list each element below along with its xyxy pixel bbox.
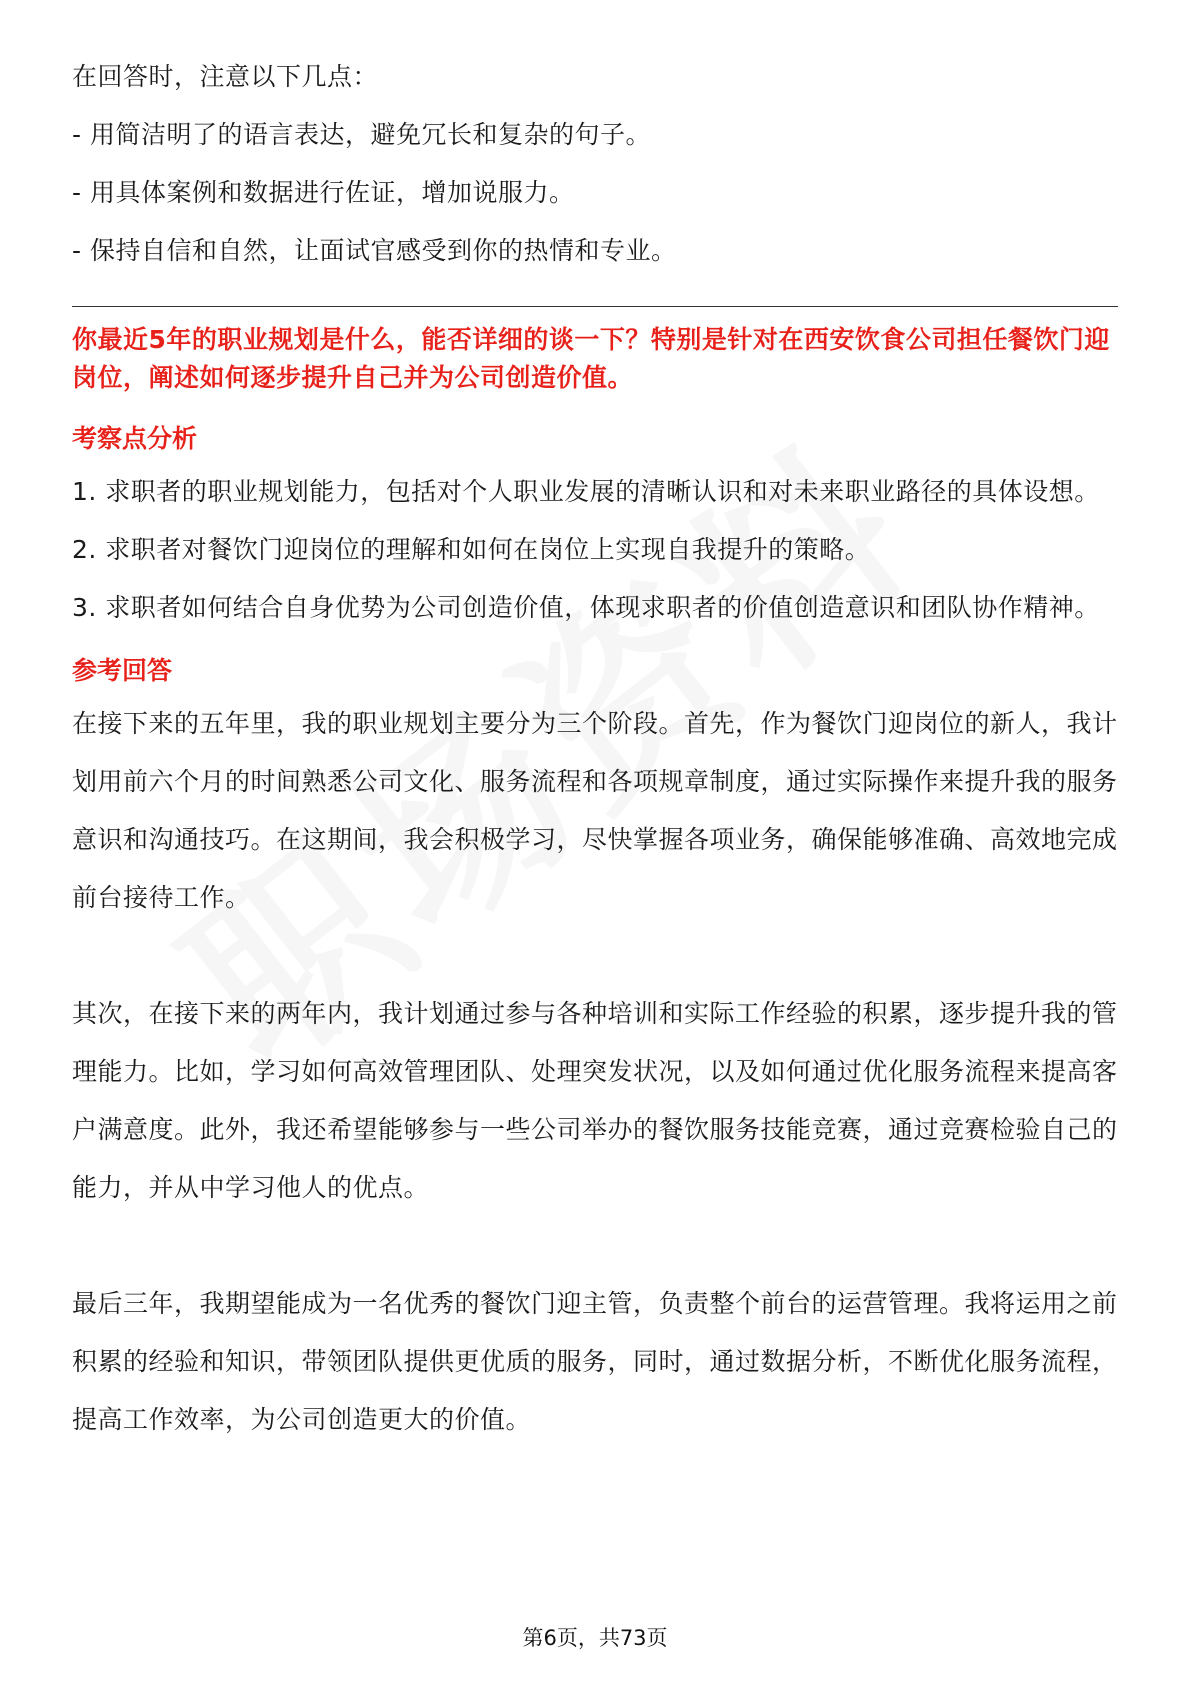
answer-paragraph: 其次，在接下来的两年内，我计划通过参与各种培训和实际工作经验的积累，逐步提升我的管理能力。比如，学习如何高效管理团队、处理突发状况，以及如何通过优化服务流程来提高客户满意度。此外，我还希望能够参与一些公司举办的餐饮服务技能竞赛，通过竞赛检验自己的能力，并从中学习他人的优点。 — [72, 999, 1118, 1202]
answer-heading: 参考回答 — [72, 656, 173, 685]
document-page — [72, 48, 1118, 1449]
analysis-item: 2. 求职者对餐饮门迎岗位的理解和如何在岗位上实现自我提升的策略。 — [72, 535, 871, 564]
answer-paragraph: 最后三年，我期望能成为一名优秀的餐饮门迎主管，负责整个前台的运营管理。我将运用之前积累的经验和知识，带领团队提供更优质的服务，同时，通过数据分析，不断优化服务流程，提高工作效率，为公司创造更大的价值。 — [72, 1289, 1118, 1434]
intro-point: - 用简洁明了的语言表达，避免冗长和复杂的句子。 — [72, 120, 651, 149]
section-divider — [72, 306, 1118, 307]
page-number: 第6页，共73页 — [522, 1626, 668, 1650]
intro-lead: 在回答时，注意以下几点： — [72, 62, 379, 91]
intro-point: - 用具体案例和数据进行佐证，增加说服力。 — [72, 178, 575, 207]
analysis-heading: 考察点分析 — [72, 424, 198, 453]
answer-paragraph: 在接下来的五年里，我的职业规划主要分为三个阶段。首先，作为餐饮门迎岗位的新人，我计划用前六个月的时间熟悉公司文化、服务流程和各项规章制度，通过实际操作来提升我的服务意识和沟通技巧。在这期间，我会积极学习，尽快掌握各项业务，确保能够准确、高效地完成前台接待工作。 — [72, 709, 1118, 912]
analysis-item: 3. 求职者如何结合自身优势为公司创造价值，体现求职者的价值创造意识和团队协作精神。 — [72, 593, 1100, 622]
analysis-item: 1. 求职者的职业规划能力，包括对个人职业发展的清晰认识和对未来职业路径的具体设想。 — [72, 477, 1100, 506]
intro-point: - 保持自信和自然，让面试官感受到你的热情和专业。 — [72, 236, 677, 265]
interview-question: 你最近5年的职业规划是什么，能否详细的谈一下？特别是针对在西安饮食公司担任餐饮门迎岗位，阐述如何逐步提升自己并为公司创造价值。 — [72, 325, 1110, 392]
